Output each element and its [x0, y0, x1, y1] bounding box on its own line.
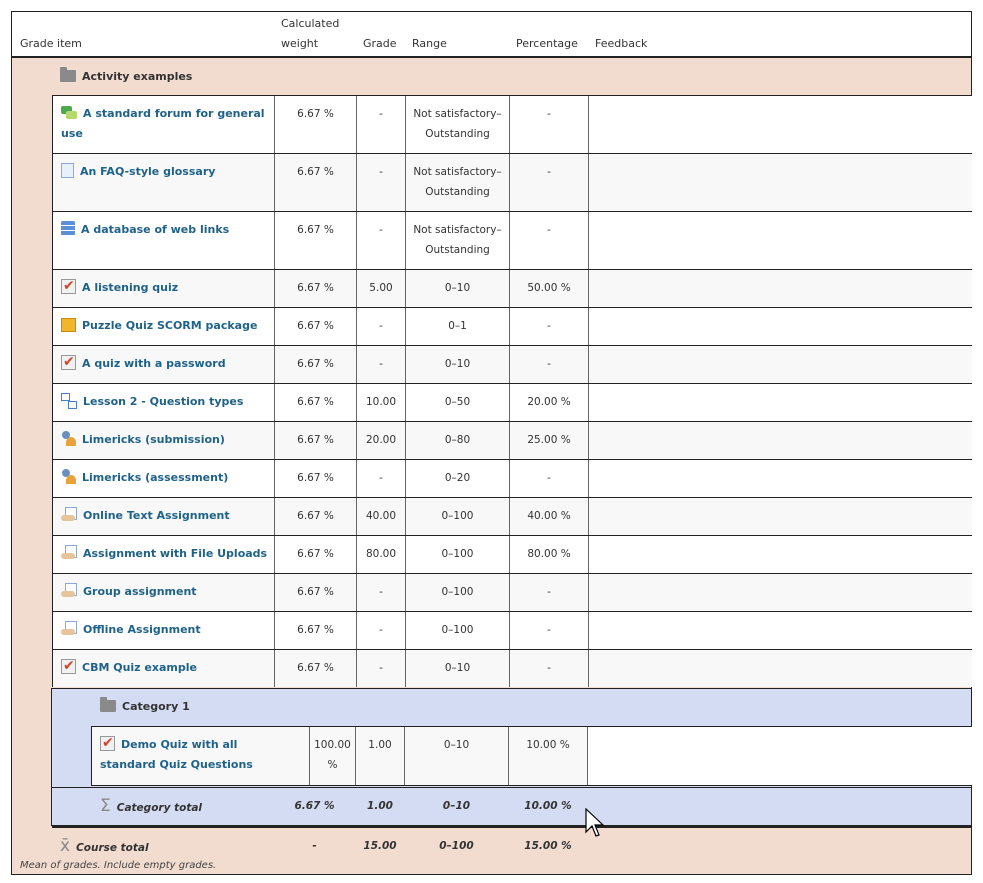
grade-item-link[interactable]: Online Text Assignment [61, 506, 268, 526]
cell-weight: 6.67 % [274, 574, 356, 611]
cell-percentage: 10.00 % [508, 727, 587, 785]
cell-grade-item [52, 270, 274, 307]
category-header [60, 70, 192, 83]
cell-feedback [588, 154, 973, 211]
category-total-row [52, 787, 971, 824]
cell-percentage: 80.00 % [509, 536, 588, 573]
category-1-block [51, 688, 972, 826]
quiz-icon [61, 355, 76, 370]
cell-grade: - [356, 212, 405, 269]
glossary-icon [61, 163, 74, 178]
folder-icon [100, 700, 116, 712]
cell-range: 0–10 [405, 346, 509, 383]
cell-weight: 6.67 % [274, 650, 356, 687]
cell-percentage: - [509, 612, 588, 649]
cell-grade-item [52, 650, 274, 687]
cell-grade: 20.00 [356, 422, 405, 459]
cell-feedback [588, 270, 973, 307]
cell-percentage: - [509, 650, 588, 687]
quiz-icon [61, 659, 76, 674]
cell-percentage: - [509, 308, 588, 345]
cell-grade-item [52, 346, 274, 383]
cell-percentage: 25.00 % [509, 422, 588, 459]
table-row [91, 726, 972, 786]
cell-grade-item [52, 536, 274, 573]
folder-icon [60, 70, 76, 82]
cell-feedback [588, 384, 973, 421]
course-total-row [20, 826, 972, 876]
cell-grade-item [52, 308, 274, 345]
grade-item-link[interactable]: Assignment with File Uploads [61, 544, 268, 564]
cell-feedback [588, 536, 973, 573]
table-row [52, 497, 972, 535]
category-total-range: 0–10 [442, 800, 471, 812]
cell-feedback [588, 498, 973, 535]
cell-weight: 6.67 % [274, 270, 356, 307]
table-row [52, 611, 972, 649]
cell-feedback [588, 212, 973, 269]
cell-range: 0–10 [405, 650, 509, 687]
cell-weight: 6.67 % [274, 96, 356, 153]
table-row [52, 95, 972, 153]
cell-percentage: 50.00 % [509, 270, 588, 307]
cell-feedback [588, 346, 973, 383]
table-row [52, 307, 972, 345]
category-total-percentage: 10.00 % [524, 800, 572, 812]
table-row [52, 573, 972, 611]
workshop-icon [61, 469, 76, 484]
table-row [52, 211, 972, 269]
header-grade-item[interactable]: Grade item [20, 37, 82, 50]
cell-weight: 6.67 % [274, 498, 356, 535]
table-row [52, 459, 972, 497]
cell-grade-item [52, 384, 274, 421]
table-row [52, 649, 972, 687]
cell-grade-item [52, 612, 274, 649]
cell-grade: 40.00 [356, 498, 405, 535]
cell-grade-item [91, 727, 309, 785]
cell-weight: 6.67 % [274, 346, 356, 383]
lesson-icon [61, 393, 77, 408]
cell-percentage: - [509, 96, 588, 153]
database-icon [61, 221, 75, 236]
grade-item-link[interactable]: ✔CBM Quiz example [61, 658, 268, 678]
table-row [52, 345, 972, 383]
cell-grade-item [52, 422, 274, 459]
cell-feedback [588, 574, 973, 611]
grade-item-link[interactable]: A database of web links [61, 220, 268, 240]
cell-weight: 6.67 % [274, 536, 356, 573]
forum-icon [61, 106, 77, 120]
cell-weight: 6.67 % [274, 460, 356, 497]
cell-grade: - [356, 612, 405, 649]
quiz-icon [61, 279, 76, 294]
cell-grade-item [52, 574, 274, 611]
cell-grade: 80.00 [356, 536, 405, 573]
cell-range: 0–1 [405, 308, 509, 345]
cell-feedback [588, 612, 973, 649]
cell-feedback [587, 727, 973, 785]
cell-grade: 5.00 [356, 270, 405, 307]
grade-item-link[interactable]: ✔A listening quiz [61, 278, 268, 298]
cell-grade: - [356, 346, 405, 383]
grade-item-link[interactable]: ✔A quiz with a password [61, 354, 268, 374]
header-feedback[interactable]: Feedback [595, 37, 648, 50]
grade-item-link[interactable]: Limericks (submission) [61, 430, 268, 450]
cell-grade-item [52, 154, 274, 211]
cell-weight: 6.67 % [274, 612, 356, 649]
cell-grade: - [356, 574, 405, 611]
assignment-icon [61, 545, 77, 560]
table-row [52, 269, 972, 307]
grade-item-link[interactable]: Lesson 2 - Question types [61, 392, 268, 412]
mean-icon: x̄ [60, 836, 71, 856]
cell-grade: - [356, 96, 405, 153]
cell-range: Not satisfactory– Outstanding [405, 96, 509, 153]
cell-percentage: - [509, 346, 588, 383]
cell-grade-item [52, 460, 274, 497]
category-label: Activity examples [82, 70, 193, 83]
cell-percentage: - [509, 460, 588, 497]
grader-report-table [11, 11, 972, 875]
cell-range: 0–10 [404, 727, 508, 785]
grade-item-link[interactable]: Offline Assignment [61, 620, 268, 640]
cell-grade: - [356, 154, 405, 211]
cell-feedback [588, 650, 973, 687]
cell-range: Not satisfactory– Outstanding [405, 212, 509, 269]
cell-weight: 6.67 % [274, 384, 356, 421]
cell-feedback [588, 422, 973, 459]
cell-range: Not satisfactory– Outstanding [405, 154, 509, 211]
grade-item-link[interactable]: ✔Demo Quiz with all standard Quiz Questions [100, 735, 303, 775]
cell-grade: - [356, 308, 405, 345]
course-total-note: Mean of grades. Include empty grades. [20, 860, 217, 871]
category-total-weight: 6.67 % [294, 800, 335, 812]
assignment-icon [61, 621, 77, 636]
scorm-icon [61, 318, 76, 332]
category-total-grade: 1.00 [367, 800, 393, 812]
cell-grade-item [52, 498, 274, 535]
cell-percentage: - [509, 212, 588, 269]
header-range[interactable]: Range [412, 37, 447, 50]
table-row [52, 535, 972, 573]
cell-range: 0–20 [405, 460, 509, 497]
cell-grade: - [356, 460, 405, 497]
cell-percentage: - [509, 154, 588, 211]
course-total-grade: 15.00 [363, 840, 397, 852]
cell-feedback [588, 308, 973, 345]
table-row [52, 421, 972, 459]
quiz-icon [100, 736, 115, 751]
cell-feedback [588, 460, 973, 497]
header-percentage[interactable]: Percentage [516, 37, 578, 50]
cell-range: 0–10 [405, 270, 509, 307]
cell-weight: 6.67 % [274, 308, 356, 345]
course-total-weight: - [312, 840, 317, 852]
workshop-icon [61, 431, 76, 446]
cell-grade-item [52, 212, 274, 269]
course-total-percentage: 15.00 % [524, 840, 572, 852]
cell-range: 0–80 [405, 422, 509, 459]
header-weight-line2[interactable]: weight [281, 37, 319, 50]
cell-grade-item [52, 96, 274, 153]
cell-weight: 6.67 % [274, 422, 356, 459]
subcategory-label: Category 1 [122, 700, 190, 713]
grade-item-link[interactable]: A standard forum for general use [61, 107, 265, 140]
sigma-icon: Σ [100, 796, 111, 816]
course-total-range: 0–100 [439, 840, 474, 852]
grade-item-link[interactable]: An FAQ-style glossary [61, 162, 268, 182]
cell-grade: - [356, 650, 405, 687]
cell-range: 0–100 [405, 498, 509, 535]
table-header [12, 12, 971, 58]
subcategory-header [100, 700, 190, 713]
cell-weight: 6.67 % [274, 212, 356, 269]
cell-range: 0–100 [405, 612, 509, 649]
header-weight-line1[interactable]: Calculated [281, 17, 340, 30]
cell-percentage: 40.00 % [509, 498, 588, 535]
table-row [52, 153, 972, 211]
cell-weight: 6.67 % [274, 154, 356, 211]
assignment-icon [61, 583, 77, 598]
grade-item-link[interactable]: Limericks (assessment) [61, 468, 268, 488]
cell-percentage: 20.00 % [509, 384, 588, 421]
table-row [52, 383, 972, 421]
header-grade[interactable]: Grade [363, 37, 397, 50]
cell-feedback [588, 96, 973, 153]
course-total-label: x̄ Course total [60, 836, 149, 856]
category-total-label: Σ Category total [100, 796, 203, 816]
cell-grade: 1.00 [355, 727, 404, 785]
cell-grade: 10.00 [356, 384, 405, 421]
mouse-cursor-icon [585, 808, 605, 840]
cell-percentage: - [509, 574, 588, 611]
assignment-icon [61, 507, 77, 522]
category-activity-examples [12, 58, 971, 874]
cell-range: 0–100 [405, 536, 509, 573]
cell-range: 0–100 [405, 574, 509, 611]
cell-range: 0–50 [405, 384, 509, 421]
grade-item-link[interactable]: Group assignment [61, 582, 268, 602]
grade-item-link[interactable]: Puzzle Quiz SCORM package [61, 316, 268, 336]
cell-weight: 100.00 % [309, 727, 355, 785]
